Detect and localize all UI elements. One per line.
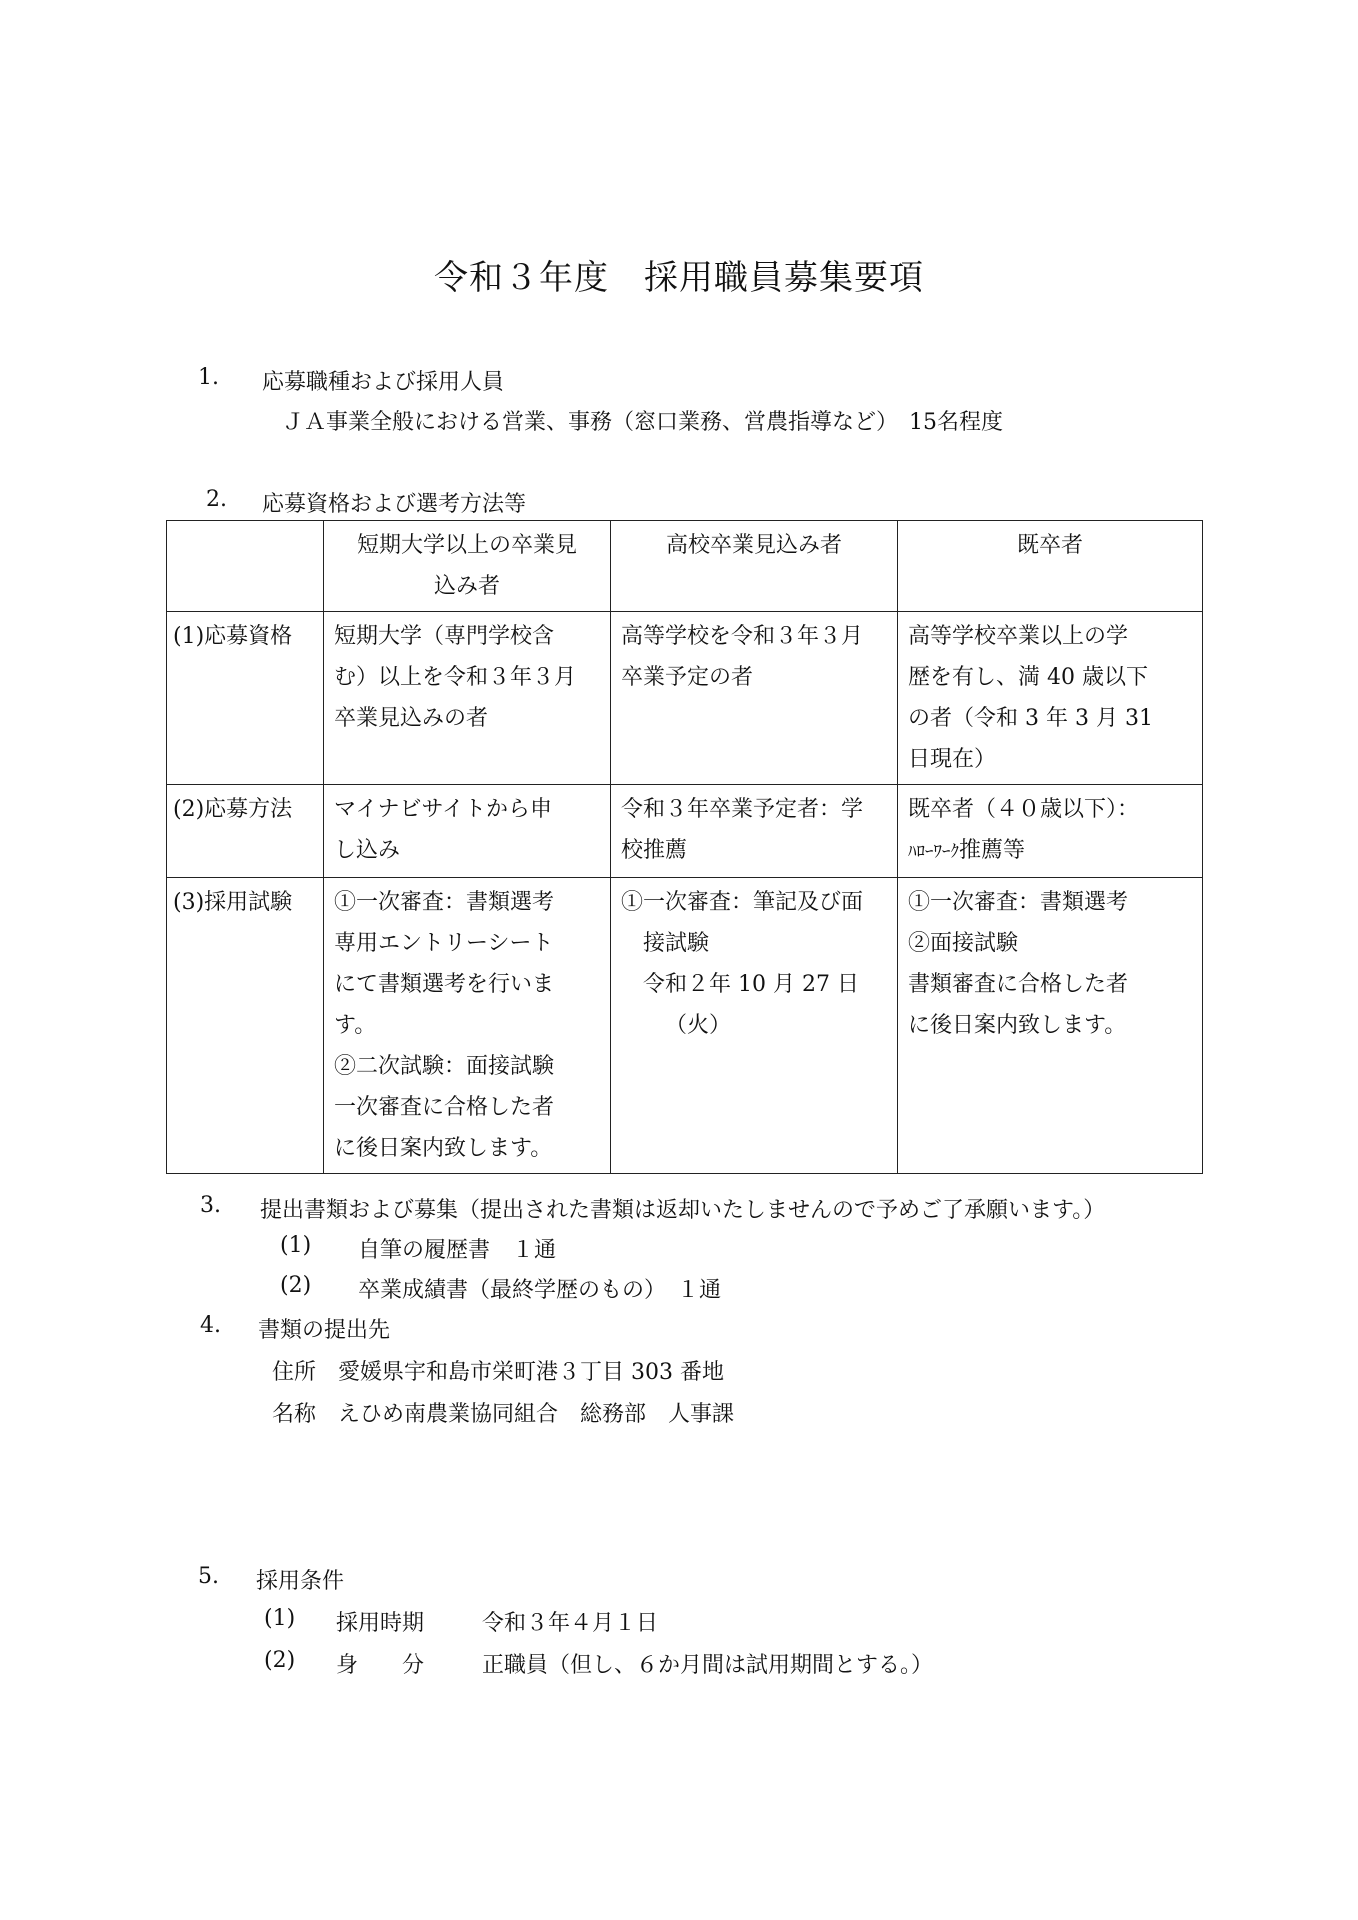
requirements-table <box>166 520 1203 1174</box>
section-2-number: 2. <box>206 487 227 512</box>
table-row <box>167 878 1203 1174</box>
section-1-body: ＪＡ事業全般における営業、事務（窓口業務、営農指導など） 15名程度 <box>282 410 1003 435</box>
list-item-number: (1) <box>280 1233 312 1258</box>
condition-value: 正職員（但し、６か月間は試用期間とする。） <box>482 1653 934 1678</box>
condition-label: 身 分 <box>336 1653 425 1678</box>
list-item-number: (1) <box>264 1606 296 1631</box>
table-cell: マイナビサイトから申 し込み <box>324 785 611 878</box>
table-cell: 短期大学（専門学校含 む）以上を令和３年３月 卒業見込みの者 <box>324 612 611 785</box>
table-cell: 令和３年卒業予定者：学 校推薦 <box>611 785 898 878</box>
section-4-heading: 書類の提出先 <box>258 1318 391 1343</box>
table-row <box>167 785 1203 878</box>
row-label-exam: (3)採用試験 <box>167 878 324 1174</box>
table-cell: ①一次審査：筆記及び面 接試験 令和２年 10 月 27 日 （火） <box>611 878 898 1174</box>
table-header-col1: 短期大学以上の卒業見 込み者 <box>324 521 611 612</box>
section-1-number: 1. <box>198 365 219 390</box>
list-item: 自筆の履歴書 １通 <box>358 1238 557 1263</box>
submission-address: 住所 愛媛県宇和島市栄町港３丁目 303 番地 <box>272 1360 724 1385</box>
table-header-col2: 高校卒業見込み者 <box>611 521 898 612</box>
table-cell: ①一次審査：書類選考 専用エントリーシート にて書類選考を行いま す。 ②二次試験：面接試験 一次審査に合格した者 に後日案内致します。 <box>324 878 611 1174</box>
row-label-qualification: (1)応募資格 <box>167 612 324 785</box>
section-1-heading: 応募職種および採用人員 <box>262 370 505 395</box>
list-item-number: (2) <box>280 1273 312 1298</box>
table-row <box>167 612 1203 785</box>
section-3-heading: 提出書類および募集（提出された書類は返却いたしませんので予めご了承願います。） <box>260 1198 1106 1223</box>
row-label-method: (2)応募方法 <box>167 785 324 878</box>
table-cell: ①一次審査：書類選考 ②面接試験 書類審査に合格した者 に後日案内致します。 <box>898 878 1203 1174</box>
submission-organization: 名称 えひめ南農業協同組合 総務部 人事課 <box>272 1402 735 1427</box>
section-3-number: 3. <box>200 1193 221 1218</box>
list-item-number: (2) <box>264 1648 296 1673</box>
list-item: 卒業成績書（最終学歴のもの） １通 <box>358 1278 722 1303</box>
table-header-row <box>167 521 1203 612</box>
table-cell: 高等学校卒業以上の学 歴を有し、満 40 歳以下 の者（令和 3 年 3 月 31 日現在） <box>898 612 1203 785</box>
table-cell: 既卒者（４０歳以下）： ﾊﾛｰﾜｰｸ推薦等 <box>898 785 1203 878</box>
section-5-number: 5. <box>198 1564 219 1589</box>
section-4-number: 4. <box>200 1313 221 1338</box>
condition-label: 採用時期 <box>336 1611 425 1636</box>
condition-value: 令和３年４月１日 <box>482 1611 659 1636</box>
page-title: 令和３年度 採用職員募集要項 <box>434 258 924 298</box>
table-header-col3: 既卒者 <box>898 521 1203 612</box>
section-2-heading: 応募資格および選考方法等 <box>262 492 527 517</box>
table-header-empty <box>167 521 324 612</box>
section-5-heading: 採用条件 <box>256 1569 345 1594</box>
table-cell: 高等学校を令和３年３月 卒業予定の者 <box>611 612 898 785</box>
